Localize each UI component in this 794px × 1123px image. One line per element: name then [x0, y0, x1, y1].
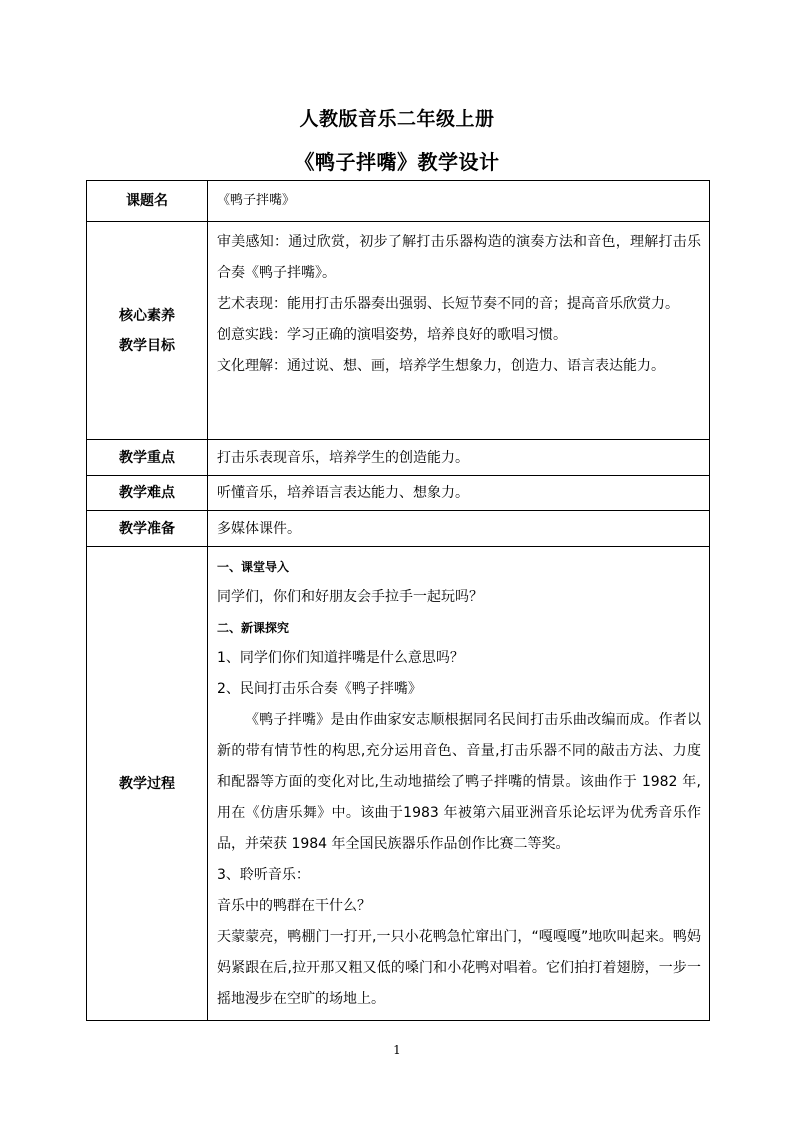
section-intro-text: 同学们，你们和好朋友会手拉手一起玩吗？: [217, 589, 483, 605]
section-intro-title: 一、课堂导入: [217, 560, 290, 574]
label-preparation: 教学准备: [87, 511, 208, 547]
table-row-process: [87, 547, 710, 1021]
explore-item-1: 1、同学们你们知道拌嘴是什么意思吗？: [217, 650, 464, 666]
goal-aesthetic: 审美感知：通过欣赏，初步了解打击乐器构造的演奏方法和音色，理解打击乐合奏《鸭子拌嘴》。: [217, 234, 701, 281]
document-title-line2: 《鸭子拌嘴》教学设计: [294, 150, 500, 174]
table-row-topic: [87, 181, 710, 222]
explore-item-2: 2、民间打击乐合奏《鸭子拌嘴》: [217, 681, 422, 697]
lesson-plan-table: [86, 180, 710, 1021]
goal-creative: 创意实践：学习正确的演唱姿势，培养良好的歌唱习惯。: [217, 327, 567, 343]
label-process: 教学过程: [87, 547, 208, 1021]
value-goals: [208, 222, 710, 440]
label-difficulty: 教学难点: [87, 476, 208, 511]
listening-answer: 天蒙蒙亮，鸭棚门一打开,一只小花鸭急忙窜出门，“嘎嘎嘎”地吹叫起来。鸭妈妈紧跟在后,拉开那又粗又低的嗓门和小花鸭对唱着。它们拍打着翅膀，一步一摇地漫步在空旷的场地上。: [217, 929, 701, 1007]
listening-question: 音乐中的鸭群在干什么？: [217, 898, 371, 914]
goal-expression: 艺术表现：能用打击乐器奏出强弱、长短节奏不同的音；提高音乐欣赏力。: [217, 296, 679, 312]
explore-item-2-description: 《鸭子拌嘴》是由作曲家安志顺根据同名民间打击乐曲改编而成。作者以新的带有情节性的构思,充分运用音色、音量,打击乐器不同的敲击方法、力度和配器等方面的变化对比,生动地描绘了鸭子拌嘴的情景。该曲作于 1982 年,用在《仿唐乐舞》中。该曲于1983 年被第六届亚洲音乐论坛评为优秀音乐作品，并荣获 1984 年全国民族器乐作品创作比赛二等奖。: [217, 712, 701, 852]
document-title-line1: 人教版音乐二年级上册: [299, 108, 495, 130]
table-row-difficulty: [87, 476, 710, 511]
table-row-preparation: [87, 511, 710, 547]
label-goals-line1: 核心素养: [119, 307, 175, 324]
table-row-goals: [87, 222, 710, 440]
label-key-point: 教学重点: [87, 440, 208, 476]
page-number: 1: [393, 1043, 401, 1057]
value-topic: 《鸭子拌嘴》: [208, 181, 710, 222]
value-difficulty: 听懂音乐，培养语言表达能力、想象力。: [208, 476, 710, 511]
table-row-key-point: [87, 440, 710, 476]
value-key-point: 打击乐表现音乐，培养学生的创造能力。: [208, 440, 710, 476]
label-topic: 课题名: [87, 181, 208, 222]
label-goals: [87, 222, 208, 440]
goal-culture: 文化理解：通过说、想、画，培养学生想象力，创造力、语言表达能力。: [217, 358, 665, 374]
explore-item-3: 3、聆听音乐：: [217, 867, 310, 883]
value-process: [208, 547, 710, 1021]
label-goals-line2: 教学目标: [119, 337, 175, 354]
section-explore-title: 二、新课探究: [217, 621, 290, 635]
value-preparation: 多媒体课件。: [208, 511, 710, 547]
